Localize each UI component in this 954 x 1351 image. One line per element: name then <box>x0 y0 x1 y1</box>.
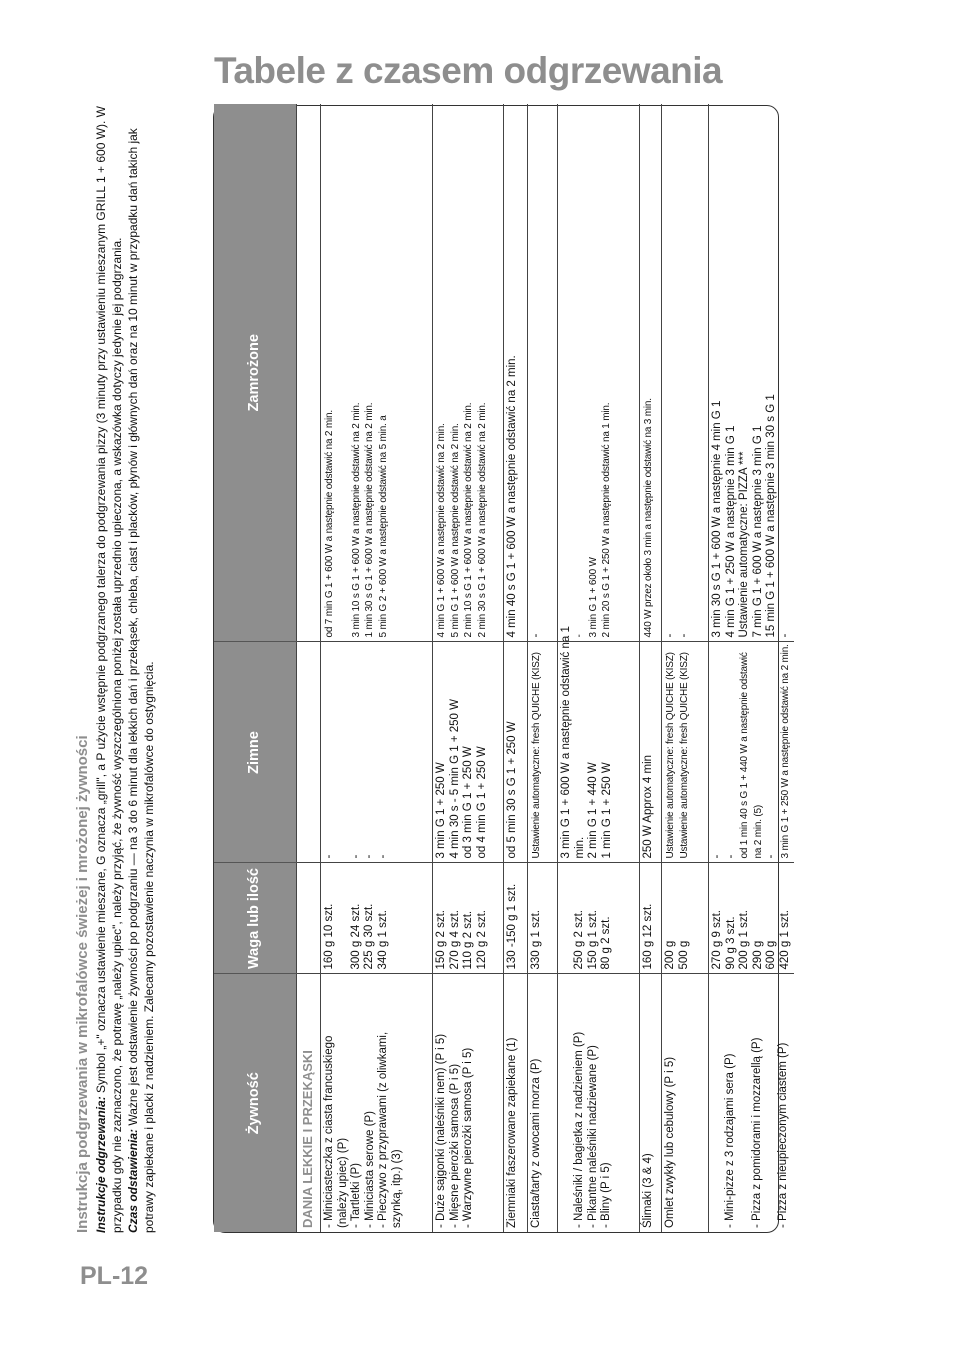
cell-line: 300 g 24 szt. <box>349 903 362 970</box>
cell-line: 15 min G 1 + 600 W a następnie 3 min 30 s G 1 <box>765 394 777 638</box>
cell-line: 2 min 30 s G 1 + 600 W a następnie odstawić na 2 min. <box>476 402 488 638</box>
cell-line: - <box>574 634 585 638</box>
cell-line: 1 min G 1 + 250 W <box>600 762 613 859</box>
cell-line: - Warzywne pierożki samosa (P i 5) <box>462 1047 474 1228</box>
cell-frozen <box>662 104 709 642</box>
cell-line: 3 min 30 s G 1 + 600 W a następnie 4 min G 1 <box>711 400 723 638</box>
cell-line: 80 g 2 szt. <box>600 916 612 970</box>
cell-line: 2 min 20 s G 1 + 250 W a następnie odstawić na 1 min. <box>601 402 612 638</box>
cell-weight <box>433 863 504 974</box>
standing-time-label: Czas odstawienia: <box>126 1128 140 1233</box>
table-row <box>662 104 709 1232</box>
cell-frozen <box>433 104 504 642</box>
cell-food <box>662 974 709 1232</box>
cell-line: (należy upiec) (P) <box>336 1137 349 1228</box>
section-title: DANIA LEKKIE I PRZEKĄSKI <box>297 974 321 1232</box>
cell-line: 270 g 9 szt. <box>711 910 723 970</box>
cell-line: 440 W przez około 3 min a następnie odstawić na 3 min. <box>643 398 654 638</box>
cell-frozen <box>504 104 528 642</box>
cell-weight <box>528 863 558 974</box>
cell-frozen <box>321 104 433 642</box>
table-row <box>709 104 795 1232</box>
reheat-table <box>213 105 791 1233</box>
table-header-row <box>214 104 297 1232</box>
cell-frozen <box>640 104 662 642</box>
cell-cold <box>662 642 709 863</box>
cell-frozen <box>558 104 640 642</box>
cell-line <box>738 979 751 1229</box>
cell-weight <box>640 863 662 974</box>
standing-time-paragraph <box>125 83 157 1233</box>
cell-line <box>337 108 350 638</box>
cell-line: 200 g 1 szt. <box>738 910 750 970</box>
cell-line: 3 min 10 s G 1 + 600 W a następnie odstawić na 2 min. <box>350 402 362 638</box>
cell-line <box>764 979 777 1229</box>
cell-line <box>337 868 350 970</box>
cell-line: 290 g <box>751 940 764 970</box>
cell-line: 90 g 3 szt. <box>724 916 737 970</box>
cell-line: od 1 min 40 s G 1 + 440 W a następnie odstawić <box>739 652 750 859</box>
cell-line: min. <box>573 836 586 859</box>
rotated-content <box>73 33 953 1233</box>
instructions-heading: Instrukcja podgrzewania w mikrofalówce świeżej i mrożonej żywności <box>74 735 91 1233</box>
cell-cold <box>640 642 662 863</box>
cell-line: - Mięsne pierożki samosa (P i 5) <box>448 1063 461 1228</box>
cell-line: 110 g 2 szt. <box>462 910 474 970</box>
cell-line: Ślimaki (3 & 4) <box>642 1153 654 1228</box>
cell-line: 4 min 40 s G 1 + 600 W a następnie odstawić na 2 min. <box>506 355 518 638</box>
header-food: Żywność <box>214 974 297 1232</box>
cell-line: - <box>323 854 335 859</box>
cell-frozen <box>528 104 558 642</box>
table-row <box>321 104 433 1232</box>
cell-line: - <box>778 633 791 638</box>
cell-line: - Mini-pizze z 3 rodzajami sera (P) <box>724 1053 736 1228</box>
cell-line: Ziemniaki faszerowane zapiekane (1) <box>506 1037 518 1228</box>
table-row <box>504 104 528 1232</box>
cell-line <box>337 647 350 859</box>
cell-line: 3 min G 1 + 250 W <box>435 762 447 859</box>
cell-cold <box>504 642 528 863</box>
cell-line: 2 min G 1 + 440 W <box>587 762 599 859</box>
table-row <box>640 104 662 1232</box>
cell-line <box>560 108 573 638</box>
cell-line: od 5 min 30 s G 1 + 250 W <box>506 721 518 859</box>
header-frozen: Zamrożone <box>214 104 297 642</box>
cell-line: - <box>376 854 389 859</box>
cell-line: 420 g 1 szt. <box>778 910 791 970</box>
cell-line: 250 W Approx 4 min <box>642 754 654 859</box>
cell-weight <box>558 863 640 974</box>
cell-line: 270 g 4 szt. <box>448 910 461 970</box>
table-row <box>433 104 504 1232</box>
cell-line: Omlet zwykły lub cebulowy (P i 5) <box>664 1056 676 1228</box>
cell-line: - <box>530 633 542 638</box>
cell-line: Ustawienie automatyczne: fresh QUICHE (KISZ) <box>531 652 542 859</box>
cell-line: 1 min 30 s G 1 + 600 W a następnie odstawić na 2 min. <box>364 402 375 638</box>
cell-line: 4 min G 1 + 600 W a następnie odstawić na 2 min. <box>436 423 447 638</box>
cell-line: - Naleśniki / bagietka z nadzieniem (P) <box>573 1031 585 1228</box>
table-row <box>558 104 640 1232</box>
cell-line: - Duże sajgonki (naleśniki nem) (P i 5) <box>435 1033 447 1228</box>
cell-line: Ustawienie automatyczne: fresh QUICHE (KISZ) <box>665 652 676 859</box>
cell-line: - Pikantne naleśniki nadziewane (P) <box>586 1045 599 1228</box>
cell-food <box>528 974 558 1232</box>
cell-line: od 7 min G 1 + 600 W a następnie odstawić na 2 min. <box>324 410 335 638</box>
cell-line <box>711 979 724 1229</box>
cell-line: 150 g 2 szt. <box>435 910 447 970</box>
page-number: PL-12 <box>80 1262 149 1290</box>
table-row <box>528 104 558 1232</box>
cell-food <box>504 974 528 1232</box>
cell-cold <box>528 642 558 863</box>
cell-line <box>560 979 573 1229</box>
cell-weight <box>321 863 433 974</box>
cell-line: na 2 min. (5) <box>752 804 764 859</box>
cell-line: 3 min G 1 + 600 W <box>587 557 599 638</box>
cell-line: 120 g 2 szt. <box>475 910 488 970</box>
cell-line: 500 g <box>677 940 690 970</box>
cell-line: 2 min 10 s G 1 + 600 W a następnie odstawić na 2 min. <box>463 402 474 638</box>
cell-line: od 4 min G 1 + 250 W <box>475 746 488 859</box>
cell-line: 160 g 12 szt. <box>642 903 654 970</box>
page-title: Tabele z czasem odgrzewania <box>214 50 723 91</box>
cell-line: szynką, itp.) (3) <box>390 1149 403 1228</box>
cell-line: - Miniciasteczka z ciasta francuskiego <box>323 1035 335 1228</box>
cell-line: 3 min G 1 + 250 W a następnie odstawić na 2 min. <box>779 644 791 859</box>
cell-line: - Pieczywo z przyprawami (z oliwkami, <box>377 1031 389 1228</box>
cell-weight <box>709 863 795 974</box>
cell-line: 5 min G 2 + 600 W a następnie odstawić na 5 min. a <box>377 415 389 638</box>
cell-line: - Pizza z nieupieczonym ciastem (P) <box>777 1042 789 1228</box>
section-row <box>297 104 321 1232</box>
cell-line: - <box>349 854 362 859</box>
cell-cold <box>433 642 504 863</box>
cell-line: - <box>664 633 676 638</box>
standing-time-text: Ważne jest odstawienie żywności po podgrzaniu — na 3 do 6 minut dla lekkich dań i przekąsek, chleba, ciast i placków, płynów i głównych dań oraz na 10 minut w przypadku dań takich jak potrawy zapiekane i placki z nadzieniem. Zalecamy pozostawienie naczynia w mikrofalówce do ostygnięcia. <box>126 128 156 1233</box>
cell-weight <box>662 863 709 974</box>
cell-line: - Miniciasta serowe (P) <box>363 1111 376 1228</box>
cell-line: 200 g <box>664 940 676 970</box>
cell-line: 225 g 30 szt. <box>363 903 375 970</box>
cell-line: 250 g 2 szt. <box>573 910 585 970</box>
cell-frozen <box>709 104 795 642</box>
cell-line: - <box>677 633 690 638</box>
cell-line: - <box>363 854 375 859</box>
cell-line: 130 -150 g 1 szt. <box>506 883 518 970</box>
instructions-block <box>73 83 157 1233</box>
cell-line: - Tartletki (P) <box>350 1163 362 1228</box>
cell-cold <box>321 642 433 863</box>
cell-line: - <box>724 854 737 859</box>
cell-food <box>640 974 662 1232</box>
cell-line: Ustawienie automatyczne: PIZZA *** <box>738 451 750 638</box>
cell-cold <box>709 642 795 863</box>
cell-line: 4 min 30 s - 5 min G 1 + 250 W <box>448 699 461 859</box>
header-cold: Zimne <box>214 642 297 863</box>
cell-line: 7 min G 1 + 600 W a następnie 3 min G 1 <box>751 425 764 638</box>
cell-line: od 3 min G 1 + 250 W <box>462 746 474 859</box>
cell-line <box>560 868 573 970</box>
cell-line: 160 g 10 szt. <box>323 903 335 970</box>
header-weight: Waga lub ilość <box>214 863 297 974</box>
cell-line: Ciasta/tarty z owocami morza (P) <box>530 1058 542 1228</box>
cell-line: Ustawienie automatyczne: fresh QUICHE (KISZ) <box>678 652 690 859</box>
cell-line: - <box>711 854 723 859</box>
cell-line: 330 g 1 szt. <box>530 910 542 970</box>
cell-food <box>433 974 504 1232</box>
cell-line: - Pizza z pomidorami i mozzarellą (P) <box>750 1037 763 1228</box>
cell-line: 150 g 1 szt. <box>586 910 599 970</box>
cell-food <box>321 974 433 1232</box>
cell-food <box>709 974 795 1232</box>
cell-line: 3 min G 1 + 600 W a następnie odstawić na 1 <box>560 626 572 859</box>
reheat-instructions-text: Symbol „+" oznacza ustawienie mieszane, G oznacza „grill", a P użycie wstępnie podgrzanego talerza do podgrzewania pizzy (3 minuty przy ustawieniu mieszanym GRILL 1 + 600 W). W przypadku gdy nie zaznaczono, że potrawę „należy upiec", należy przyjąć, że żywność wyszczególniona poniżej została uprzednio upieczona, a wskazówka dotyczy jedynie jej podgrzania. <box>94 105 124 1233</box>
cell-line: 600 g <box>765 940 777 970</box>
cell-line: 4 min G 1 + 250 W a następnie 3 min G 1 <box>724 425 737 638</box>
reheat-instructions-label: Instrukcje odgrzewania: <box>94 1096 108 1233</box>
cell-line: 5 min G 1 + 600 W a następnie odstawić na 2 min. <box>449 423 461 638</box>
reheat-instructions-paragraph <box>93 83 125 1233</box>
cell-food <box>558 974 640 1232</box>
cell-cold <box>558 626 640 863</box>
cell-line: - <box>765 854 777 859</box>
cell-weight <box>504 863 528 974</box>
cell-line: 340 g 1 szt. <box>376 910 389 970</box>
cell-line: - Bliny (P i 5) <box>600 1162 612 1228</box>
